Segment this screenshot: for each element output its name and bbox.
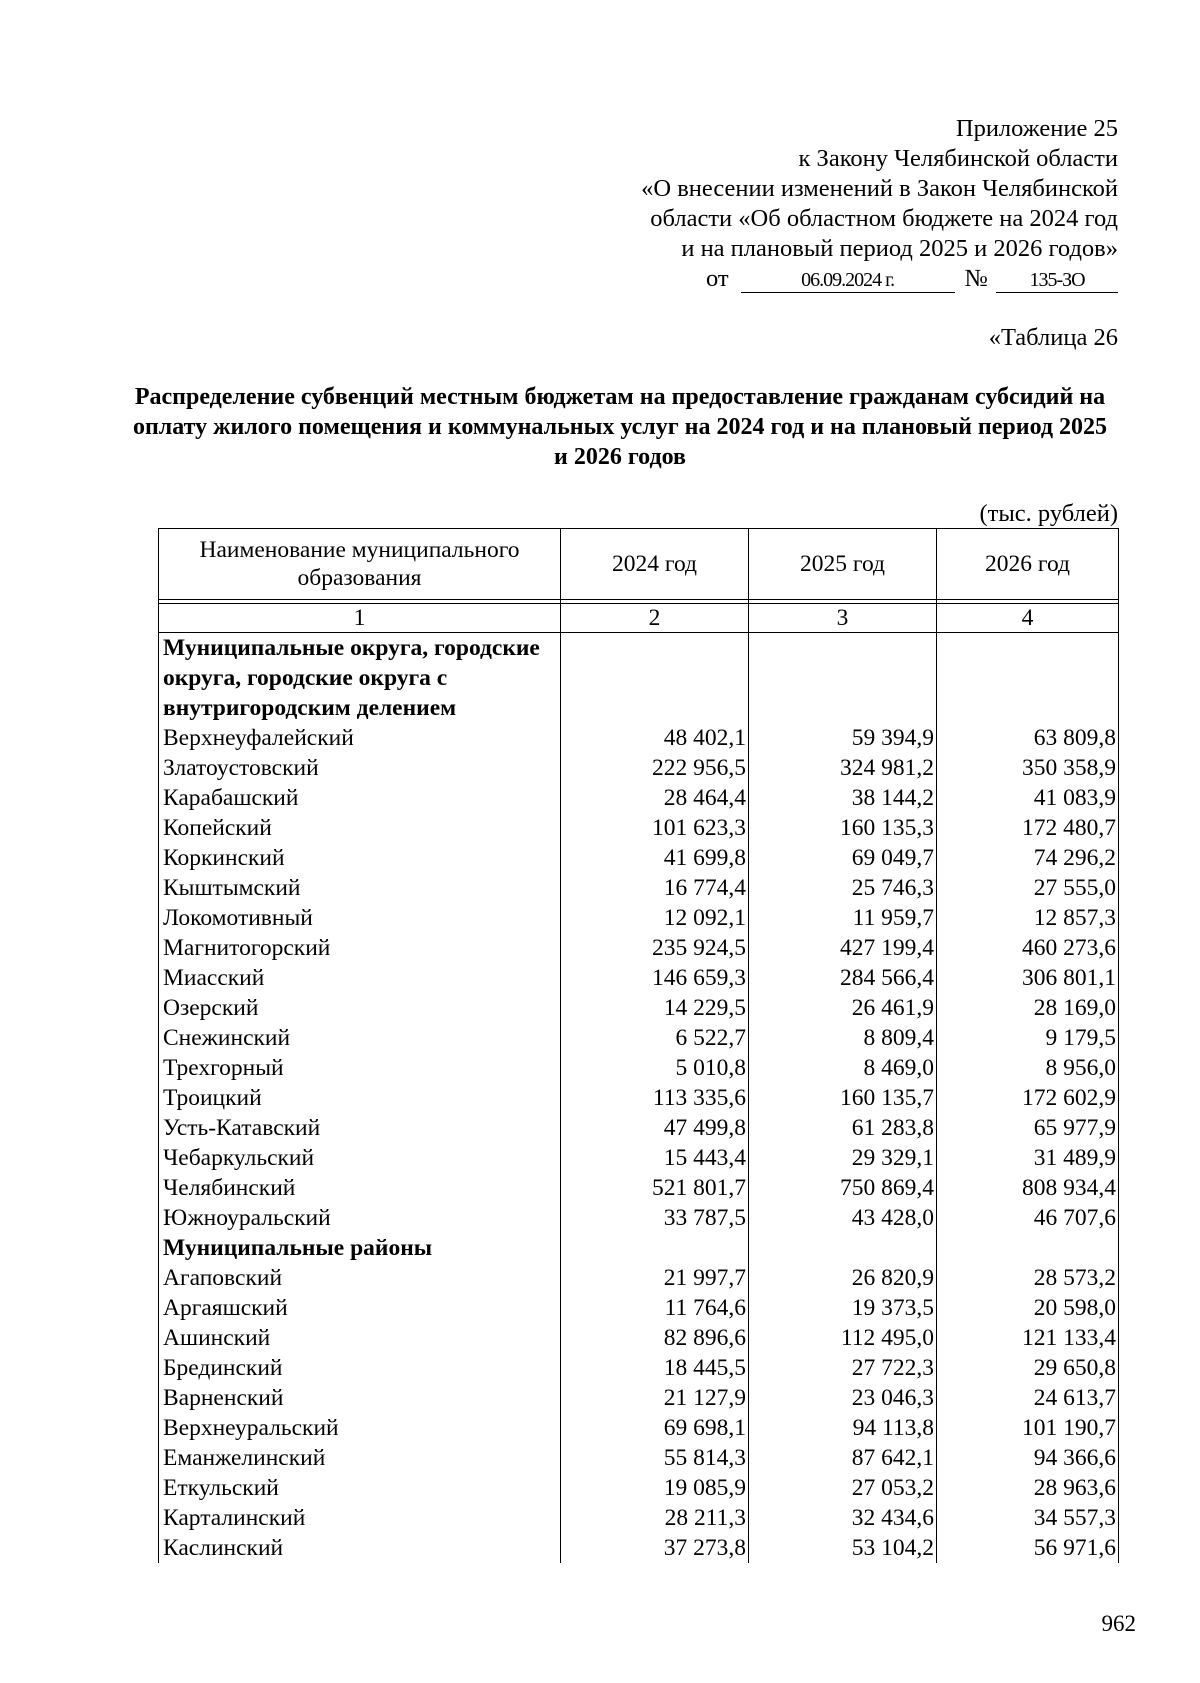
table-row bbox=[159, 1053, 1119, 1083]
table-row bbox=[159, 753, 1119, 783]
value-2025: 94 113,8 bbox=[749, 1413, 937, 1443]
value-2025: 11 959,7 bbox=[749, 903, 937, 933]
value-2024: 12 092,1 bbox=[561, 903, 749, 933]
value-2026: 29 650,8 bbox=[937, 1353, 1119, 1383]
empty-cell bbox=[749, 1233, 937, 1263]
table-row bbox=[159, 933, 1119, 963]
value-2026: 9 179,5 bbox=[937, 1023, 1119, 1053]
municipality-name: Еманжелинский bbox=[159, 1443, 561, 1473]
value-2026: 65 977,9 bbox=[937, 1113, 1119, 1143]
table-reference: «Таблица 26 bbox=[988, 324, 1118, 351]
value-2026: 12 857,3 bbox=[937, 903, 1119, 933]
table-row bbox=[159, 813, 1119, 843]
value-2025: 160 135,7 bbox=[749, 1083, 937, 1113]
appendix-line: и на плановый период 2025 и 2026 годов» bbox=[681, 235, 1118, 262]
table-row bbox=[159, 1203, 1119, 1233]
value-2025: 26 461,9 bbox=[749, 993, 937, 1023]
table-row bbox=[159, 1473, 1119, 1503]
value-2024: 33 787,5 bbox=[561, 1203, 749, 1233]
empty-cell bbox=[561, 633, 749, 724]
municipality-name: Ашинский bbox=[159, 1323, 561, 1353]
value-2026: 460 273,6 bbox=[937, 933, 1119, 963]
empty-cell bbox=[561, 1233, 749, 1263]
value-2026: 56 971,6 bbox=[937, 1533, 1119, 1563]
value-2026: 94 366,6 bbox=[937, 1443, 1119, 1473]
value-2024: 222 956,5 bbox=[561, 753, 749, 783]
group-title: Муниципальные районы bbox=[159, 1233, 561, 1263]
municipality-name: Челябинский bbox=[159, 1173, 561, 1203]
value-2025: 87 642,1 bbox=[749, 1443, 937, 1473]
table-row bbox=[159, 1113, 1119, 1143]
municipality-name: Брединский bbox=[159, 1353, 561, 1383]
value-2025: 27 053,2 bbox=[749, 1473, 937, 1503]
table-row bbox=[159, 1383, 1119, 1413]
column-number: 3 bbox=[749, 604, 937, 633]
value-2025: 19 373,5 bbox=[749, 1293, 937, 1323]
value-2024: 82 896,6 bbox=[561, 1323, 749, 1353]
value-2025: 32 434,6 bbox=[749, 1503, 937, 1533]
number-value: 135-ЗО bbox=[1029, 269, 1085, 291]
value-2024: 28 211,3 bbox=[561, 1503, 749, 1533]
value-2025: 324 981,2 bbox=[749, 753, 937, 783]
table-header-row bbox=[159, 529, 1119, 600]
value-2026: 41 083,9 bbox=[937, 783, 1119, 813]
value-2025: 69 049,7 bbox=[749, 843, 937, 873]
municipality-name: Еткульский bbox=[159, 1473, 561, 1503]
municipality-name: Троицкий bbox=[159, 1083, 561, 1113]
empty-cell bbox=[749, 633, 937, 724]
date-value: 06.09.2024 г. bbox=[801, 269, 895, 291]
table-row bbox=[159, 723, 1119, 753]
table-row bbox=[159, 1173, 1119, 1203]
table-row bbox=[159, 1533, 1119, 1563]
municipality-name: Снежинский bbox=[159, 1023, 561, 1053]
table-row bbox=[159, 963, 1119, 993]
municipality-name: Локомотивный bbox=[159, 903, 561, 933]
number-field bbox=[996, 267, 1118, 293]
table-row bbox=[159, 783, 1119, 813]
value-2024: 6 522,7 bbox=[561, 1023, 749, 1053]
value-2024: 5 010,8 bbox=[561, 1053, 749, 1083]
value-2026: 808 934,4 bbox=[937, 1173, 1119, 1203]
municipality-name: Усть-Катавский bbox=[159, 1113, 561, 1143]
table-row bbox=[159, 1293, 1119, 1323]
value-2024: 15 443,4 bbox=[561, 1143, 749, 1173]
value-2024: 101 623,3 bbox=[561, 813, 749, 843]
value-2025: 27 722,3 bbox=[749, 1353, 937, 1383]
table-row bbox=[159, 1443, 1119, 1473]
value-2025: 43 428,0 bbox=[749, 1203, 937, 1233]
value-2026: 28 963,6 bbox=[937, 1473, 1119, 1503]
value-2026: 34 557,3 bbox=[937, 1503, 1119, 1533]
value-2024: 146 659,3 bbox=[561, 963, 749, 993]
value-2025: 53 104,2 bbox=[749, 1533, 937, 1563]
value-2026: 46 707,6 bbox=[937, 1203, 1119, 1233]
municipality-name: Златоустовский bbox=[159, 753, 561, 783]
column-number: 2 bbox=[561, 604, 749, 633]
value-2025: 25 746,3 bbox=[749, 873, 937, 903]
table-row bbox=[159, 1083, 1119, 1113]
table-body bbox=[159, 633, 1119, 1564]
value-2025: 8 469,0 bbox=[749, 1053, 937, 1083]
value-2024: 55 814,3 bbox=[561, 1443, 749, 1473]
municipality-name: Кыштымский bbox=[159, 873, 561, 903]
value-2026: 306 801,1 bbox=[937, 963, 1119, 993]
table-row bbox=[159, 1263, 1119, 1293]
value-2026: 101 190,7 bbox=[937, 1413, 1119, 1443]
column-number-row bbox=[159, 604, 1119, 633]
value-2025: 59 394,9 bbox=[749, 723, 937, 753]
value-2024: 235 924,5 bbox=[561, 933, 749, 963]
units-label: (тыс. рублей) bbox=[979, 500, 1118, 527]
table-row bbox=[159, 1023, 1119, 1053]
value-2026: 172 602,9 bbox=[937, 1083, 1119, 1113]
value-2024: 18 445,5 bbox=[561, 1353, 749, 1383]
header-2025: 2025 год bbox=[749, 529, 937, 600]
number-label: № bbox=[964, 265, 988, 292]
value-2024: 16 774,4 bbox=[561, 873, 749, 903]
column-number: 4 bbox=[937, 604, 1119, 633]
date-field bbox=[741, 267, 955, 293]
table-row bbox=[159, 1413, 1119, 1443]
value-2026: 28 169,0 bbox=[937, 993, 1119, 1023]
value-2024: 41 699,8 bbox=[561, 843, 749, 873]
value-2024: 19 085,9 bbox=[561, 1473, 749, 1503]
page-number: 962 bbox=[1101, 1611, 1136, 1636]
municipality-name: Озерский bbox=[159, 993, 561, 1023]
empty-cell bbox=[937, 633, 1119, 724]
table-row bbox=[159, 1143, 1119, 1173]
municipality-name: Копейский bbox=[159, 813, 561, 843]
group-title: Муниципальные округа, городские округа, городские округа с внутригородским делением bbox=[159, 633, 561, 724]
table-row bbox=[159, 903, 1119, 933]
value-2025: 8 809,4 bbox=[749, 1023, 937, 1053]
value-2025: 284 566,4 bbox=[749, 963, 937, 993]
value-2026: 31 489,9 bbox=[937, 1143, 1119, 1173]
value-2026: 350 358,9 bbox=[937, 753, 1119, 783]
value-2024: 47 499,8 bbox=[561, 1113, 749, 1143]
table-row bbox=[159, 873, 1119, 903]
value-2024: 113 335,6 bbox=[561, 1083, 749, 1113]
value-2026: 27 555,0 bbox=[937, 873, 1119, 903]
header-2026: 2026 год bbox=[937, 529, 1119, 600]
value-2025: 160 135,3 bbox=[749, 813, 937, 843]
header-2024: 2024 год bbox=[561, 529, 749, 600]
municipality-name: Каслинский bbox=[159, 1533, 561, 1563]
law-date-number-line bbox=[641, 264, 1118, 294]
subvention-table bbox=[158, 528, 1119, 1563]
value-2026: 172 480,7 bbox=[937, 813, 1119, 843]
value-2024: 11 764,6 bbox=[561, 1293, 749, 1323]
value-2024: 69 698,1 bbox=[561, 1413, 749, 1443]
value-2025: 112 495,0 bbox=[749, 1323, 937, 1353]
value-2026: 20 598,0 bbox=[937, 1293, 1119, 1323]
table-row bbox=[159, 1353, 1119, 1383]
table-row bbox=[159, 843, 1119, 873]
value-2025: 29 329,1 bbox=[749, 1143, 937, 1173]
group-header-row bbox=[159, 1233, 1119, 1263]
table-row bbox=[159, 1323, 1119, 1353]
value-2024: 21 997,7 bbox=[561, 1263, 749, 1293]
municipality-name: Трехгорный bbox=[159, 1053, 561, 1083]
value-2026: 24 613,7 bbox=[937, 1383, 1119, 1413]
municipality-name: Миасский bbox=[159, 963, 561, 993]
municipality-name: Чебаркульский bbox=[159, 1143, 561, 1173]
municipality-name: Агаповский bbox=[159, 1263, 561, 1293]
header-municipality: Наименование муниципального образования bbox=[159, 529, 561, 600]
value-2024: 521 801,7 bbox=[561, 1173, 749, 1203]
appendix-line: «О внесении изменений в Закон Челябинской bbox=[641, 175, 1118, 202]
value-2025: 23 046,3 bbox=[749, 1383, 937, 1413]
value-2025: 38 144,2 bbox=[749, 783, 937, 813]
column-number: 1 bbox=[159, 604, 561, 633]
municipality-name: Южноуральский bbox=[159, 1203, 561, 1233]
group-header-row bbox=[159, 633, 1119, 724]
municipality-name: Карабашский bbox=[159, 783, 561, 813]
municipality-name: Аргаяшский bbox=[159, 1293, 561, 1323]
value-2024: 37 273,8 bbox=[561, 1533, 749, 1563]
value-2025: 61 283,8 bbox=[749, 1113, 937, 1143]
value-2025: 427 199,4 bbox=[749, 933, 937, 963]
value-2026: 74 296,2 bbox=[937, 843, 1119, 873]
value-2024: 28 464,4 bbox=[561, 783, 749, 813]
municipality-name: Магнитогорский bbox=[159, 933, 561, 963]
municipality-name: Верхнеуфалейский bbox=[159, 723, 561, 753]
value-2025: 750 869,4 bbox=[749, 1173, 937, 1203]
municipality-name: Верхнеуральский bbox=[159, 1413, 561, 1443]
value-2024: 14 229,5 bbox=[561, 993, 749, 1023]
municipality-name: Коркинский bbox=[159, 843, 561, 873]
value-2026: 121 133,4 bbox=[937, 1323, 1119, 1353]
document-title: Распределение субвенций местным бюджетам на предоставление гражданам субсидий на оплату жилого помещения и коммунальных услуг на 2024 год и на плановый период 2025 и 2026 годов bbox=[132, 384, 1108, 470]
appendix-line: Приложение 25 bbox=[955, 115, 1118, 142]
value-2026: 8 956,0 bbox=[937, 1053, 1119, 1083]
value-2026: 63 809,8 bbox=[937, 723, 1119, 753]
appendix-line: области «Об областном бюджете на 2024 год bbox=[650, 205, 1118, 232]
value-2026: 28 573,2 bbox=[937, 1263, 1119, 1293]
table-row bbox=[159, 1503, 1119, 1533]
appendix-header bbox=[641, 114, 1118, 294]
empty-cell bbox=[937, 1233, 1119, 1263]
appendix-line: к Закону Челябинской области bbox=[798, 145, 1118, 172]
value-2024: 48 402,1 bbox=[561, 723, 749, 753]
from-label: от bbox=[705, 265, 729, 292]
value-2024: 21 127,9 bbox=[561, 1383, 749, 1413]
table-row bbox=[159, 993, 1119, 1023]
value-2025: 26 820,9 bbox=[749, 1263, 937, 1293]
municipality-name: Карталинский bbox=[159, 1503, 561, 1533]
municipality-name: Варненский bbox=[159, 1383, 561, 1413]
